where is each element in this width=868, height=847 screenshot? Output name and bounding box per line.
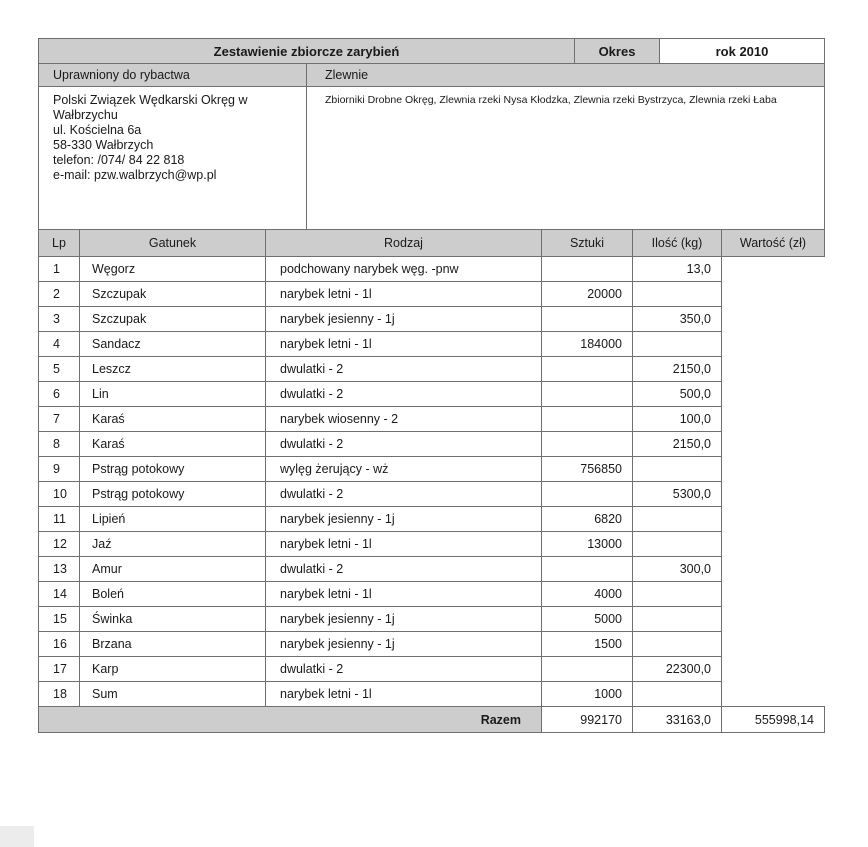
stocking-table xyxy=(38,229,825,733)
organization-line: Polski Związek Wędkarski Okręg w xyxy=(53,93,248,107)
cell-species: Węgorz xyxy=(80,257,266,282)
cell-kg xyxy=(633,507,722,532)
cell-pieces xyxy=(542,257,633,282)
cell-species: Lipień xyxy=(80,507,266,532)
organization-line: telefon: /074/ 84 22 818 xyxy=(53,153,185,167)
cell-species: Pstrąg potokowy xyxy=(80,482,266,507)
table-row xyxy=(39,432,825,457)
cell-type: dwulatki - 2 xyxy=(266,357,542,382)
cell-kg xyxy=(633,332,722,357)
basins-label: Zlewnie xyxy=(307,64,825,87)
table-row xyxy=(39,407,825,432)
cell-type: dwulatki - 2 xyxy=(266,482,542,507)
scan-artifact xyxy=(0,826,34,847)
cell-species: Lin xyxy=(80,382,266,407)
document-form xyxy=(38,38,824,733)
cell-pieces: 13000 xyxy=(542,532,633,557)
cell-kg xyxy=(633,282,722,307)
cell-kg: 5300,0 xyxy=(633,482,722,507)
col-header-pieces: Sztuki xyxy=(542,230,633,257)
cell-species: Jaź xyxy=(80,532,266,557)
cell-lp: 17 xyxy=(39,657,80,682)
cell-pieces: 5000 xyxy=(542,607,633,632)
cell-species: Karp xyxy=(80,657,266,682)
cell-pieces xyxy=(542,482,633,507)
cell-type: narybek letni - 1l xyxy=(266,282,542,307)
cell-pieces: 20000 xyxy=(542,282,633,307)
table-row xyxy=(39,307,825,332)
cell-kg: 500,0 xyxy=(633,382,722,407)
table-row xyxy=(39,607,825,632)
info-table xyxy=(38,63,825,230)
cell-lp: 16 xyxy=(39,632,80,657)
cell-kg: 13,0 xyxy=(633,257,722,282)
cell-type: narybek letni - 1l xyxy=(266,332,542,357)
cell-kg xyxy=(633,582,722,607)
cell-species: Brzana xyxy=(80,632,266,657)
cell-species: Karaś xyxy=(80,407,266,432)
cell-species: Świnka xyxy=(80,607,266,632)
cell-species: Leszcz xyxy=(80,357,266,382)
table-row xyxy=(39,382,825,407)
cell-species: Pstrąg potokowy xyxy=(80,457,266,482)
cell-lp: 12 xyxy=(39,532,80,557)
cell-type: dwulatki - 2 xyxy=(266,382,542,407)
organization-line: 58-330 Wałbrzych xyxy=(53,138,154,152)
period-label: Okres xyxy=(575,39,660,64)
table-row xyxy=(39,257,825,282)
table-row xyxy=(39,357,825,382)
cell-kg: 2150,0 xyxy=(633,357,722,382)
cell-type: narybek letni - 1l xyxy=(266,532,542,557)
cell-kg: 22300,0 xyxy=(633,657,722,682)
col-header-kg: Ilość (kg) xyxy=(633,230,722,257)
col-header-type: Rodzaj xyxy=(266,230,542,257)
cell-pieces xyxy=(542,382,633,407)
cell-lp: 15 xyxy=(39,607,80,632)
cell-pieces xyxy=(542,657,633,682)
cell-lp: 1 xyxy=(39,257,80,282)
cell-kg: 100,0 xyxy=(633,407,722,432)
cell-kg: 350,0 xyxy=(633,307,722,332)
total-label: Razem xyxy=(39,707,542,733)
cell-type: narybek jesienny - 1j xyxy=(266,307,542,332)
period-value: rok 2010 xyxy=(660,39,825,64)
cell-pieces xyxy=(542,557,633,582)
cell-lp: 18 xyxy=(39,682,80,707)
table-row xyxy=(39,482,825,507)
authorized-label: Uprawniony do rybactwa xyxy=(39,64,307,87)
cell-pieces: 1500 xyxy=(542,632,633,657)
organization-line: Wałbrzychu xyxy=(53,108,118,122)
cell-lp: 5 xyxy=(39,357,80,382)
cell-species: Karaś xyxy=(80,432,266,457)
cell-lp: 11 xyxy=(39,507,80,532)
table-row xyxy=(39,282,825,307)
cell-type: narybek jesienny - 1j xyxy=(266,507,542,532)
total-pieces: 992170 xyxy=(542,707,633,733)
organization-block xyxy=(39,87,307,230)
table-row xyxy=(39,582,825,607)
cell-type: narybek wiosenny - 2 xyxy=(266,407,542,432)
basins-text: Zbiorniki Drobne Okręg, Zlewnia rzeki Nysa Kłodzka, Zlewnia rzeki Bystrzyca, Zlewnia rzeki Łaba xyxy=(325,94,777,106)
document-title: Zestawienie zbiorcze zarybień xyxy=(39,39,575,64)
cell-type: dwulatki - 2 xyxy=(266,557,542,582)
cell-lp: 3 xyxy=(39,307,80,332)
cell-kg xyxy=(633,632,722,657)
cell-pieces xyxy=(542,307,633,332)
cell-type: narybek letni - 1l xyxy=(266,682,542,707)
table-row xyxy=(39,682,825,707)
table-row xyxy=(39,332,825,357)
total-value: 555998,14 xyxy=(722,707,825,733)
col-header-species: Gatunek xyxy=(80,230,266,257)
cell-kg xyxy=(633,457,722,482)
table-row xyxy=(39,532,825,557)
cell-species: Szczupak xyxy=(80,307,266,332)
cell-lp: 10 xyxy=(39,482,80,507)
cell-kg xyxy=(633,682,722,707)
cell-type: dwulatki - 2 xyxy=(266,657,542,682)
header-table xyxy=(38,38,825,64)
cell-type: podchowany narybek węg. -pnw xyxy=(266,257,542,282)
table-row xyxy=(39,557,825,582)
cell-kg xyxy=(633,607,722,632)
cell-type: narybek jesienny - 1j xyxy=(266,632,542,657)
col-header-lp: Lp xyxy=(39,230,80,257)
total-kg: 33163,0 xyxy=(633,707,722,733)
value-column-blank xyxy=(722,257,825,707)
cell-type: dwulatki - 2 xyxy=(266,432,542,457)
cell-pieces: 4000 xyxy=(542,582,633,607)
cell-species: Amur xyxy=(80,557,266,582)
cell-species: Sandacz xyxy=(80,332,266,357)
total-row xyxy=(39,707,825,733)
cell-lp: 8 xyxy=(39,432,80,457)
table-row xyxy=(39,457,825,482)
cell-species: Sum xyxy=(80,682,266,707)
cell-lp: 9 xyxy=(39,457,80,482)
cell-kg: 300,0 xyxy=(633,557,722,582)
cell-lp: 7 xyxy=(39,407,80,432)
cell-lp: 14 xyxy=(39,582,80,607)
table-row xyxy=(39,657,825,682)
cell-pieces: 6820 xyxy=(542,507,633,532)
cell-type: narybek letni - 1l xyxy=(266,582,542,607)
cell-lp: 4 xyxy=(39,332,80,357)
organization-line: e-mail: pzw.walbrzych@wp.pl xyxy=(53,168,217,182)
table-header-row xyxy=(39,230,825,257)
cell-type: wylęg żerujący - wż xyxy=(266,457,542,482)
cell-pieces xyxy=(542,357,633,382)
cell-type: narybek jesienny - 1j xyxy=(266,607,542,632)
table-row xyxy=(39,632,825,657)
cell-lp: 2 xyxy=(39,282,80,307)
cell-pieces xyxy=(542,432,633,457)
organization-line: ul. Kościelna 6a xyxy=(53,123,142,137)
cell-pieces: 1000 xyxy=(542,682,633,707)
col-header-value: Wartość (zł) xyxy=(722,230,825,257)
cell-lp: 13 xyxy=(39,557,80,582)
cell-species: Boleń xyxy=(80,582,266,607)
cell-pieces xyxy=(542,407,633,432)
cell-kg xyxy=(633,532,722,557)
table-row xyxy=(39,507,825,532)
cell-pieces: 756850 xyxy=(542,457,633,482)
cell-lp: 6 xyxy=(39,382,80,407)
cell-species: Szczupak xyxy=(80,282,266,307)
cell-pieces: 184000 xyxy=(542,332,633,357)
basins-block xyxy=(307,87,825,230)
cell-kg: 2150,0 xyxy=(633,432,722,457)
